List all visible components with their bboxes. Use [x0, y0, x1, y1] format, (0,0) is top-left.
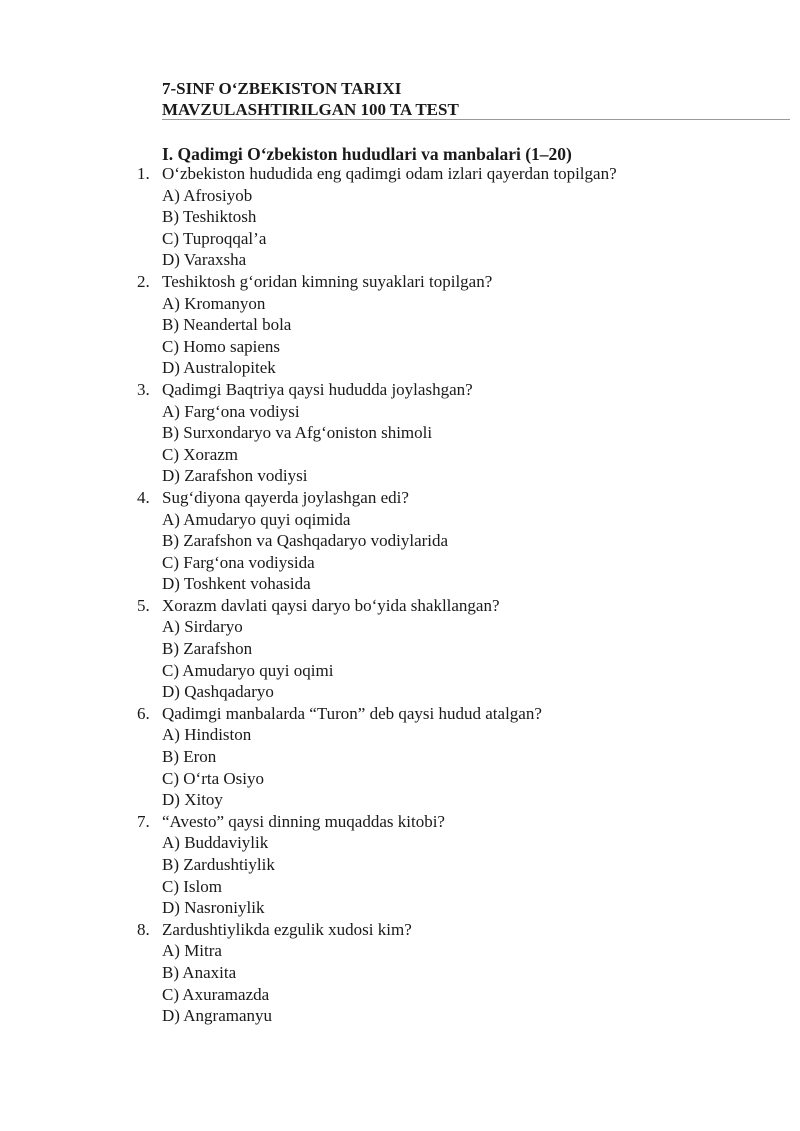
answer-option — [0, 293, 800, 315]
answer-option — [0, 249, 800, 271]
question-text: Qadimgi Baqtriya qaysi hududda joylashgan? — [162, 379, 473, 399]
answer-option-text: D) Zarafshon vodiysi — [162, 466, 308, 486]
answer-option-text: A) Amudaryo quyi oqimida — [162, 509, 351, 529]
answer-option-text: C) Xorazm — [162, 444, 239, 464]
answer-option-text: C) Islom — [162, 876, 222, 896]
answer-option-text: B) Surxondaryo va Afg‘oniston shimoli — [162, 423, 433, 443]
question-item — [0, 703, 800, 811]
question-item — [0, 163, 800, 271]
question-text: Teshiktosh g‘oridan kimning suyaklari topilgan? — [162, 271, 493, 291]
question-number: 5. — [137, 595, 150, 615]
answer-option — [0, 465, 800, 487]
question-line — [0, 271, 800, 293]
question-line — [0, 379, 800, 401]
question-item — [0, 919, 800, 1027]
answer-option-text: D) Xitoy — [162, 790, 223, 810]
title-divider — [162, 119, 790, 120]
question-number: 7. — [137, 811, 150, 831]
question-number: 6. — [137, 703, 150, 723]
section-heading: I. Qadimgi O‘zbekiston hududlari va manbalari (1–20) — [162, 144, 572, 164]
question-line — [0, 811, 800, 833]
answer-option — [0, 984, 800, 1006]
question-text: Xorazm davlati qaysi daryo bo‘yida shakllangan? — [162, 595, 500, 615]
answer-option — [0, 336, 800, 358]
question-line — [0, 487, 800, 509]
question-line — [0, 595, 800, 617]
answer-option — [0, 1005, 800, 1027]
answer-option — [0, 789, 800, 811]
answer-option-text: A) Farg‘ona vodiysi — [162, 401, 300, 421]
question-line — [0, 163, 800, 185]
answer-option — [0, 509, 800, 531]
answer-option-text: C) Farg‘ona vodiysida — [162, 552, 315, 572]
question-item — [0, 271, 800, 379]
answer-option — [0, 573, 800, 595]
question-item — [0, 379, 800, 487]
answer-option-text: A) Hindiston — [162, 725, 252, 745]
answer-option-text: B) Zarafshon va Qashqadaryo vodiylarida — [162, 531, 449, 551]
answer-option — [0, 552, 800, 574]
question-text: O‘zbekiston hududida eng qadimgi odam izlari qayerdan topilgan? — [162, 164, 617, 183]
answer-option-text: B) Eron — [162, 747, 217, 767]
answer-option — [0, 681, 800, 703]
answer-option-text: D) Toshkent vohasida — [162, 574, 311, 594]
question-text: Zardushtiylikda ezgulik xudosi kim? — [162, 919, 412, 939]
question-text: Qadimgi manbalarda “Turon” deb qaysi hudud atalgan? — [162, 703, 542, 723]
answer-option-text: D) Qashqadaryo — [162, 682, 274, 702]
question-number: 1. — [137, 164, 150, 183]
answer-option-text: A) Mitra — [162, 941, 222, 961]
answer-option-text: D) Australopitek — [162, 358, 276, 378]
answer-option — [0, 530, 800, 552]
question-number: 8. — [137, 919, 150, 939]
answer-option — [0, 746, 800, 768]
answer-option — [0, 206, 800, 228]
answer-option — [0, 314, 800, 336]
question-item — [0, 811, 800, 919]
answer-option-text: D) Angramanyu — [162, 1006, 273, 1026]
answer-option-text: B) Neandertal bola — [162, 315, 292, 335]
answer-option — [0, 897, 800, 919]
answer-option-text: C) Homo sapiens — [162, 336, 281, 356]
answer-option-text: C) O‘rta Osiyo — [162, 768, 264, 788]
answer-option — [0, 228, 800, 250]
answer-option — [0, 357, 800, 379]
answer-option — [0, 768, 800, 790]
answer-option-text: D) Varaxsha — [162, 250, 247, 270]
answer-option — [0, 854, 800, 876]
answer-option — [0, 962, 800, 984]
question-item — [0, 595, 800, 703]
question-number: 2. — [137, 271, 150, 291]
answer-option — [0, 832, 800, 854]
answer-option — [0, 660, 800, 682]
answer-option-text: A) Kromanyon — [162, 293, 266, 313]
answer-option — [0, 724, 800, 746]
answer-option-text: B) Anaxita — [162, 962, 237, 982]
answer-option-text: C) Tuproqqal’a — [162, 228, 267, 248]
answer-option — [0, 422, 800, 444]
title-line-1: 7-SINF O‘ZBEKISTON TARIXI — [162, 79, 402, 98]
answer-option-text: C) Amudaryo quyi oqimi — [162, 660, 334, 680]
question-line — [0, 919, 800, 941]
answer-option — [0, 876, 800, 898]
answer-option — [0, 638, 800, 660]
question-item — [0, 487, 800, 595]
question-list — [0, 163, 800, 1027]
question-number: 3. — [137, 379, 150, 399]
answer-option-text: C) Axuramazda — [162, 984, 270, 1004]
title-line-2: MAVZULASHTIRILGAN 100 TA TEST — [162, 100, 459, 119]
answer-option-text: A) Afrosiyob — [162, 185, 253, 205]
question-text: “Avesto” qaysi dinning muqaddas kitobi? — [162, 811, 445, 831]
answer-option — [0, 185, 800, 207]
answer-option — [0, 940, 800, 962]
answer-option-text: B) Zarafshon — [162, 639, 253, 659]
answer-option-text: B) Teshiktosh — [162, 207, 257, 227]
question-line — [0, 703, 800, 725]
answer-option — [0, 444, 800, 466]
question-text: Sug‘diyona qayerda joylashgan edi? — [162, 487, 409, 507]
question-number: 4. — [137, 487, 150, 507]
answer-option-text: A) Sirdaryo — [162, 617, 243, 637]
answer-option-text: A) Buddaviylik — [162, 833, 269, 853]
answer-option-text: B) Zardushtiylik — [162, 855, 275, 874]
document-title — [162, 78, 459, 120]
answer-option-text: D) Nasroniylik — [162, 898, 265, 918]
answer-option — [0, 616, 800, 638]
answer-option — [0, 401, 800, 423]
